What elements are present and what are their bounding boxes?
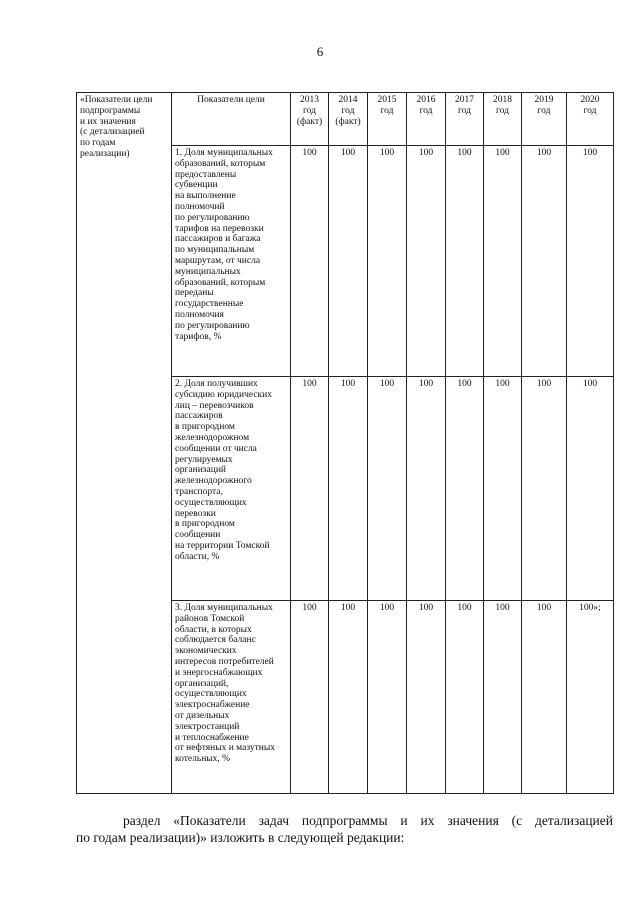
value-cell: 100 xyxy=(522,377,567,601)
value-cell: 100 xyxy=(484,146,522,377)
value-cell: 100 xyxy=(407,377,446,601)
value-cell: 100 xyxy=(522,601,567,794)
year-header-2019: 2019 год xyxy=(522,93,567,146)
value-cell: 100 xyxy=(329,377,368,601)
year-header-2013: 2013 год (факт) xyxy=(291,93,329,146)
value-cell: 100 xyxy=(567,146,614,377)
footer-line-1: раздел «Показатели задач подпрограммы и их значения (с детализацией xyxy=(123,813,613,828)
value-cell: 100 xyxy=(407,601,446,794)
year-header-2020: 2020 год xyxy=(567,93,614,146)
value-cell: 100 xyxy=(329,601,368,794)
value-cell: 100 xyxy=(484,377,522,601)
value-cell: 100 xyxy=(368,146,407,377)
year-header-2017: 2017 год xyxy=(446,93,484,146)
value-cell: 100 xyxy=(291,601,329,794)
goal-indicators-table xyxy=(76,92,614,794)
value-cell: 100 xyxy=(522,146,567,377)
value-cell: 100 xyxy=(446,377,484,601)
value-cell: 100»; xyxy=(567,601,614,794)
value-cell: 100 xyxy=(567,377,614,601)
footer-paragraph xyxy=(76,812,613,846)
value-cell: 100 xyxy=(368,601,407,794)
value-cell: 100 xyxy=(291,146,329,377)
year-header-2018: 2018 год xyxy=(484,93,522,146)
year-header-2015: 2015 год xyxy=(368,93,407,146)
table-header-row xyxy=(77,93,614,146)
value-cell: 100 xyxy=(368,377,407,601)
indicator-column-header: Показатели цели xyxy=(172,93,291,146)
value-cell: 100 xyxy=(407,146,446,377)
indicator-cell: 2. Доля получивших субсидию юридических лиц – перевозчиков пассажиров в пригородном железнодорожном сообщении от числа регулируемых организаций железнодорожного транспорта, осуществляющих перевозки в пригородном сообщении на территории Томской области, % xyxy=(172,377,291,601)
year-header-2014: 2014 год (факт) xyxy=(329,93,368,146)
indicator-cell: 1. Доля муниципальных образований, которым предоставлены субвенции на выполнение полномочий по регулированию тарифов на перевозки пассажиров и багажа по муниципальным маршрутам, от числа муниципальных образований, которым переданы государственные полномочия по регулированию тарифов, % xyxy=(172,146,291,377)
page-number: 6 xyxy=(316,44,324,59)
value-cell: 100 xyxy=(329,146,368,377)
value-cell: 100 xyxy=(291,377,329,601)
section-title-cell: «Показатели цели подпрограммы и их значения (с детализацией по годам реализации) xyxy=(77,93,172,794)
footer-line-2: по годам реализации)» изложить в следующей редакции: xyxy=(76,830,405,845)
indicator-cell: 3. Доля муниципальных районов Томской области, в которых соблюдается баланс экономических интересов потребителей и энергоснабжающих организаций, осуществляющих электроснабжение от дизельных электростанций и теплоснабжение от нефтяных и мазутных котельных, % xyxy=(172,601,291,794)
value-cell: 100 xyxy=(446,601,484,794)
value-cell: 100 xyxy=(484,601,522,794)
year-header-2016: 2016 год xyxy=(407,93,446,146)
value-cell: 100 xyxy=(446,146,484,377)
